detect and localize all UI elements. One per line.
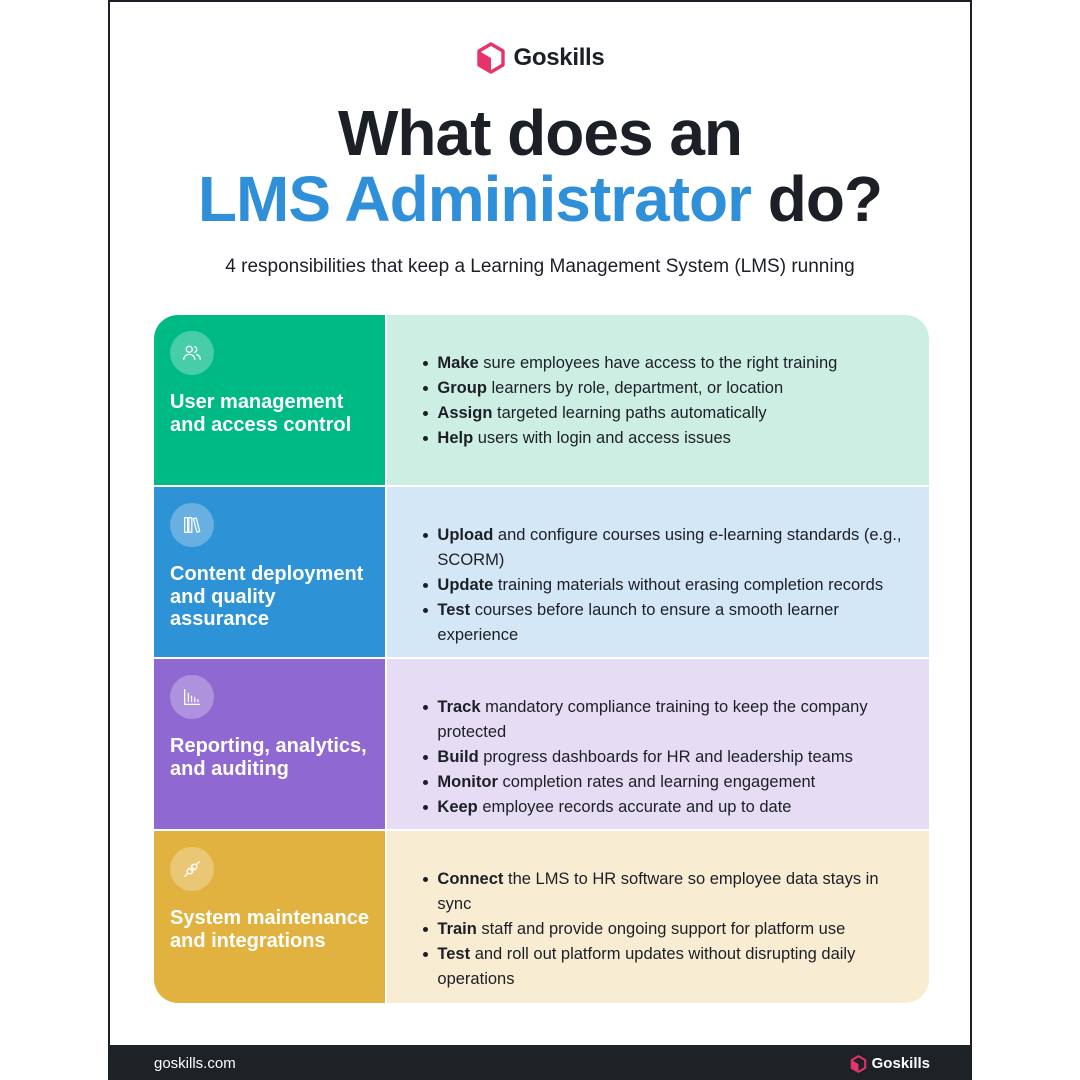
plug-icon	[170, 847, 214, 891]
item-text: staff and provide ongoing support for platform use	[476, 920, 846, 938]
item-keyword: Assign	[437, 404, 493, 422]
goskills-logo-icon	[476, 42, 506, 74]
responsibilities-table	[154, 315, 929, 1003]
section-body	[387, 315, 929, 485]
section-category	[154, 487, 385, 657]
goskills-logo-icon	[850, 1055, 867, 1073]
section-label: System maintenance and integrations	[170, 907, 369, 952]
bullet-list	[437, 867, 905, 992]
brand-name: Goskills	[513, 44, 605, 71]
page-subtitle: 4 responsibilities that keep a Learning Management System (LMS) running	[225, 256, 855, 277]
item-keyword: Test	[437, 945, 471, 963]
list-item	[437, 867, 905, 917]
title-accent: LMS Administrator	[197, 163, 752, 235]
item-text: the LMS to HR software so employee data stays in sync	[437, 870, 879, 913]
item-text: and roll out platform updates without disrupting daily operations	[437, 945, 856, 988]
item-keyword: Update	[437, 576, 494, 594]
item-text: progress dashboards for HR and leadership teams	[478, 748, 853, 766]
item-keyword: Train	[437, 920, 477, 938]
section-category	[154, 315, 385, 485]
item-keyword: Connect	[437, 870, 504, 888]
infographic-sheet	[108, 0, 972, 1080]
title-line-2	[110, 163, 970, 235]
section-category	[154, 831, 385, 1003]
section-row	[154, 831, 929, 1003]
item-text: and configure courses using e-learning standards (e.g., SCORM)	[437, 526, 902, 569]
users-icon	[170, 331, 214, 375]
section-row	[154, 487, 929, 657]
list-item	[437, 351, 905, 376]
item-text: completion rates and learning engagement	[497, 773, 816, 791]
list-item	[437, 401, 905, 426]
item-text: employee records accurate and up to date	[477, 798, 792, 816]
item-text: sure employees have access to the right training	[478, 354, 838, 372]
books-icon	[170, 503, 214, 547]
item-keyword: Test	[437, 601, 471, 619]
footer-logo	[850, 1055, 930, 1073]
list-item	[437, 523, 905, 573]
bullet-list	[437, 695, 905, 820]
section-body	[387, 659, 929, 829]
list-item	[437, 573, 905, 598]
footer-url[interactable]: goskills.com	[154, 1055, 236, 1072]
section-row	[154, 659, 929, 829]
item-keyword: Monitor	[437, 773, 498, 791]
bar-chart-icon	[170, 675, 214, 719]
page-title	[110, 97, 970, 235]
item-keyword: Keep	[437, 798, 478, 816]
title-line-1: What does an	[337, 97, 743, 169]
item-text: learners by role, department, or location	[486, 379, 784, 397]
section-row	[154, 315, 929, 485]
item-keyword: Track	[437, 698, 481, 716]
list-item	[437, 745, 905, 770]
list-item	[437, 942, 905, 992]
list-item	[437, 917, 905, 942]
list-item	[437, 376, 905, 401]
bullet-list	[437, 523, 905, 648]
footer-bar	[110, 1045, 972, 1080]
bullet-list	[437, 351, 905, 451]
section-label: Reporting, analytics, and auditing	[170, 735, 367, 780]
list-item	[437, 695, 905, 745]
item-keyword: Group	[437, 379, 487, 397]
section-label: Content deployment and quality assurance	[170, 563, 364, 630]
item-keyword: Upload	[437, 526, 494, 544]
list-item	[437, 795, 905, 820]
section-category	[154, 659, 385, 829]
item-keyword: Build	[437, 748, 479, 766]
section-label: User management and access control	[170, 391, 352, 436]
item-keyword: Make	[437, 354, 479, 372]
list-item	[437, 426, 905, 451]
section-body	[387, 831, 929, 1003]
header-logo	[110, 42, 970, 74]
footer-brand: Goskills	[871, 1055, 930, 1072]
list-item	[437, 598, 905, 648]
title-tail: do?	[767, 163, 883, 235]
item-text: mandatory compliance training to keep the company protected	[437, 698, 868, 741]
item-text: targeted learning paths automatically	[492, 404, 767, 422]
item-text: users with login and access issues	[473, 429, 731, 447]
section-body	[387, 487, 929, 657]
item-keyword: Help	[437, 429, 474, 447]
item-text: courses before launch to ensure a smooth learner experience	[437, 601, 839, 644]
item-text: training materials without erasing completion records	[493, 576, 884, 594]
list-item	[437, 770, 905, 795]
